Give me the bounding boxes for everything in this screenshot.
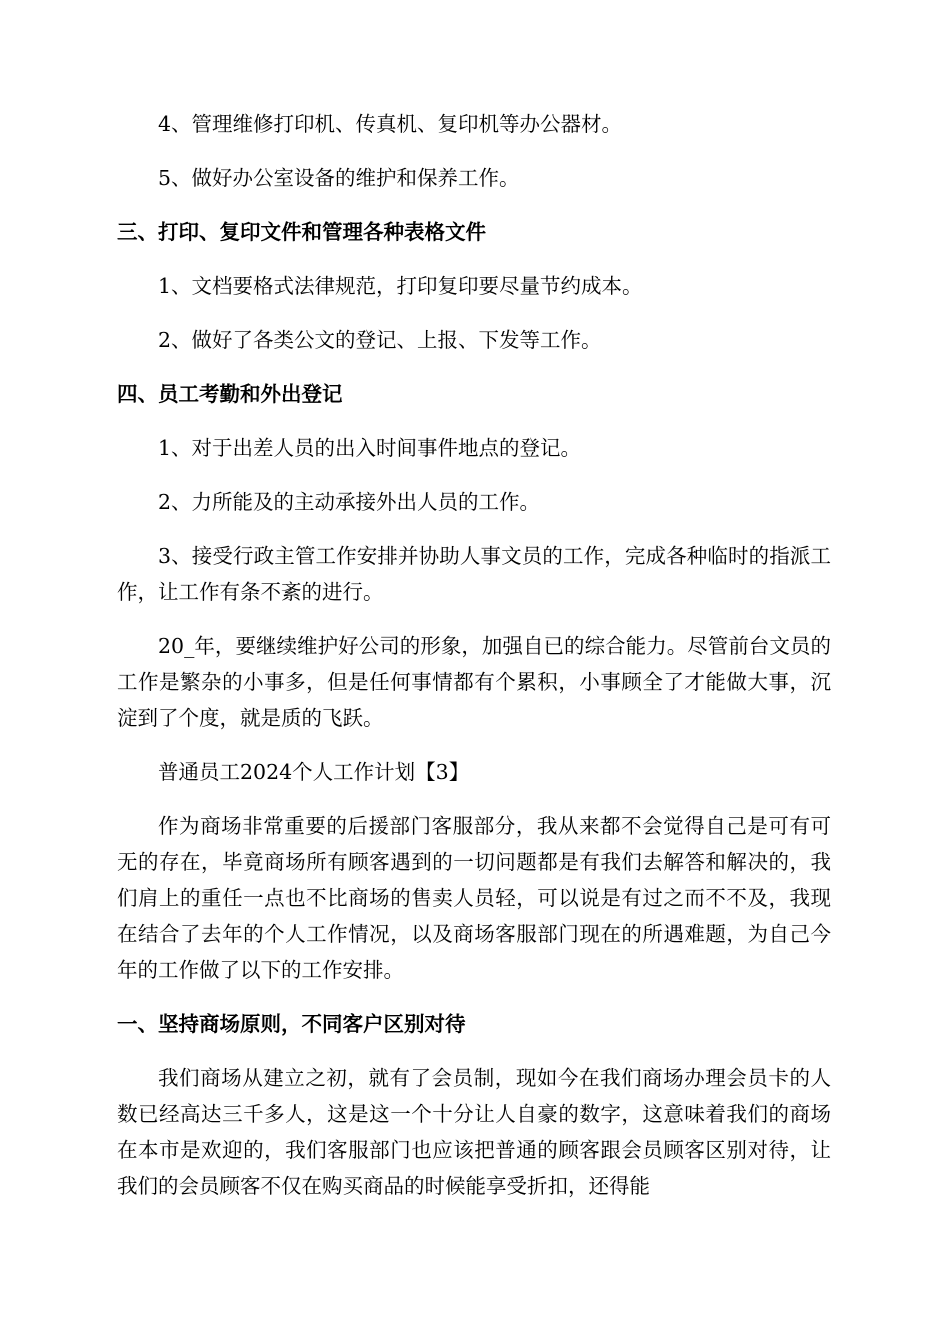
list-item: 1、对于出差人员的出入时间事件地点的登记。 — [158, 436, 582, 460]
list-item: 2、力所能及的主动承接外出人员的工作。 — [158, 490, 541, 514]
list-item: 2、做好了各类公文的登记、上报、下发等工作。 — [158, 328, 602, 352]
list-item: 5、做好办公室设备的维护和保养工作。 — [158, 166, 520, 190]
list-item: 1、文档要格式法律规范，打印复印要尽量节约成本。 — [158, 274, 643, 298]
body-paragraph: 我们商场从建立之初，就有了会员制，现如今在我们商场办理会员卡的人数已经高达三千多人，这是这一个十分让人自豪的数字，这意味着我们的商场在本市是欢迎的，我们客服部门也应该把普通的顾客跟会员顾客区别对待，让我们的会员顾客不仅在购买商品的时候能享受折扣，还得能 — [117, 1066, 831, 1198]
subtitle: 普通员工2024个人工作计划【3】 — [158, 760, 470, 784]
section-heading: 三、打印、复印文件和管理各种表格文件 — [117, 220, 486, 244]
body-paragraph: 作为商场非常重要的后援部门客服部分，我从来都不会觉得自己是可有可无的存在，毕竟商场所有顾客遇到的一切问题都是有我们去解答和解决的，我们肩上的重任一点也不比商场的售卖人员轻，可以说是有过之而不不及，我现在结合了去年的个人工作情况，以及商场客服部门现在的所遇难题，为自己今年的工作做了以下的工作安排。 — [117, 814, 831, 982]
document-page — [117, 106, 831, 1204]
list-item: 4、管理维修打印机、传真机、复印机等办公器材。 — [158, 112, 623, 136]
list-item: 3、接受行政主管工作安排并协助人事文员的工作，完成各种临时的指派工作，让工作有条不紊的进行。 — [117, 544, 831, 604]
section-heading: 一、坚持商场原则，不同客户区别对待 — [117, 1012, 466, 1036]
section-heading: 四、员工考勤和外出登记 — [117, 382, 343, 406]
body-paragraph: 20_年，要继续维护好公司的形象，加强自已的综合能力。尽管前台文员的工作是繁杂的小事多，但是任何事情都有个累积，小事顾全了才能做大事，沉淀到了个度，就是质的飞跃。 — [117, 634, 831, 730]
